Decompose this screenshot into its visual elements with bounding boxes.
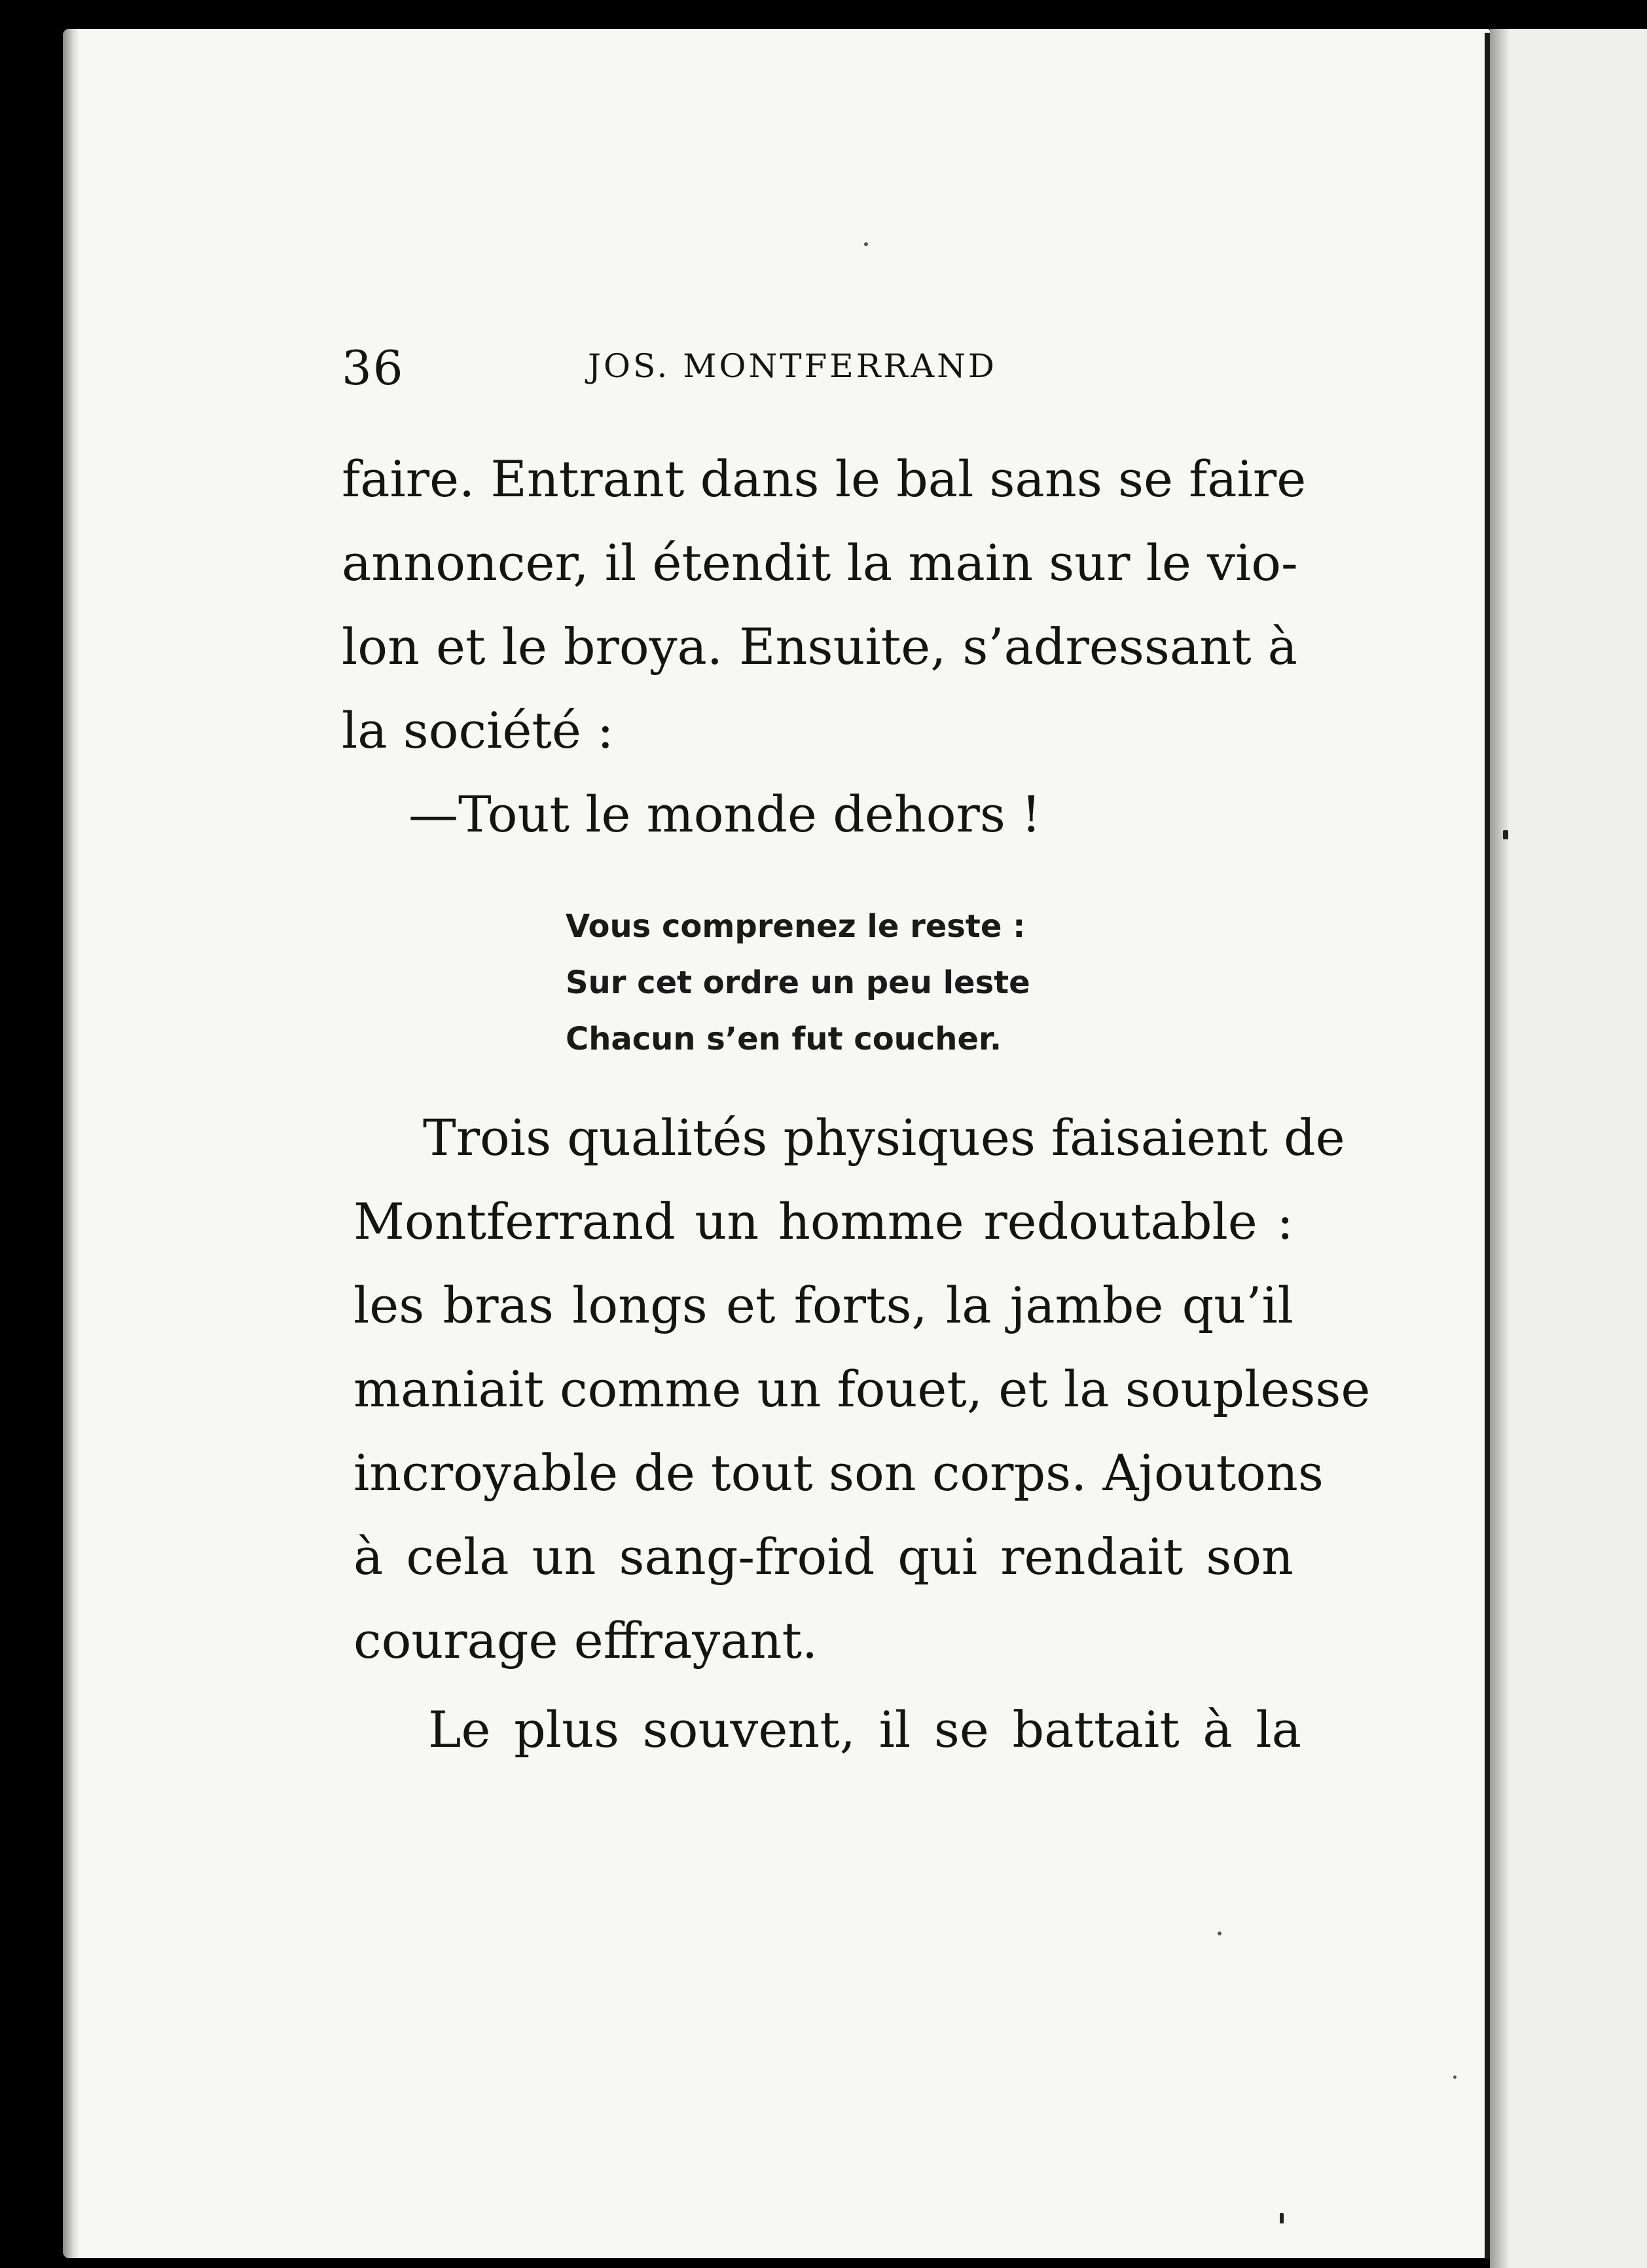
text-line: la société : — [342, 701, 614, 759]
text-line: lon et le broya. Ensuite, s’adressant à — [342, 617, 1297, 676]
paper-speck — [1218, 1931, 1222, 1935]
text-line: courage effrayant. — [353, 1611, 818, 1670]
paragraph-1 — [342, 437, 1307, 773]
paper-speck — [864, 242, 868, 246]
paragraph-3 — [353, 1096, 1371, 1683]
facing-page-shadow — [1490, 29, 1510, 2268]
text-line: annoncer, il étendit la main sur le vio- — [342, 534, 1298, 592]
verse-line: Chacun s’en fut coucher. — [566, 1021, 1002, 1057]
text-line: Montferrand un homme redoutable : — [353, 1192, 1294, 1251]
text-line: faire. Entrant dans le bal sans se faire — [342, 450, 1307, 508]
text-line: Trois qualités physiques faisaient de — [423, 1108, 1345, 1167]
verse-quotation — [566, 898, 1030, 1067]
text-line: —Tout le monde dehors ! — [408, 785, 1041, 843]
page-header — [342, 340, 1062, 399]
verse-line: Sur cet ordre un peu leste — [566, 964, 1030, 1001]
text-line: maniait comme un fouet, et la souplesse — [353, 1360, 1371, 1418]
paper-speck — [1280, 2213, 1284, 2223]
verse-line: Vous comprenez le reste : — [566, 908, 1026, 945]
paragraph-4 — [359, 1688, 1301, 1772]
paper-speck — [1453, 2076, 1457, 2079]
text-line: Le plus souvent, il se battait à la — [428, 1700, 1301, 1759]
text-line: les bras longs et forts, la jambe qu’il — [353, 1276, 1294, 1334]
text-line: à cela un sang-froid qui rendait son — [353, 1527, 1294, 1586]
page-gutter-line — [1485, 33, 1490, 2259]
text-line: incroyable de tout son corps. Ajoutons — [353, 1444, 1324, 1502]
paper-speck — [1503, 830, 1508, 839]
paragraph-2 — [342, 773, 1297, 856]
facing-page-edge — [1490, 29, 1647, 2268]
page-number: 36 — [342, 340, 405, 395]
page-left-edge — [63, 29, 80, 2258]
running-head: JOS. MONTFERRAND — [588, 347, 998, 385]
